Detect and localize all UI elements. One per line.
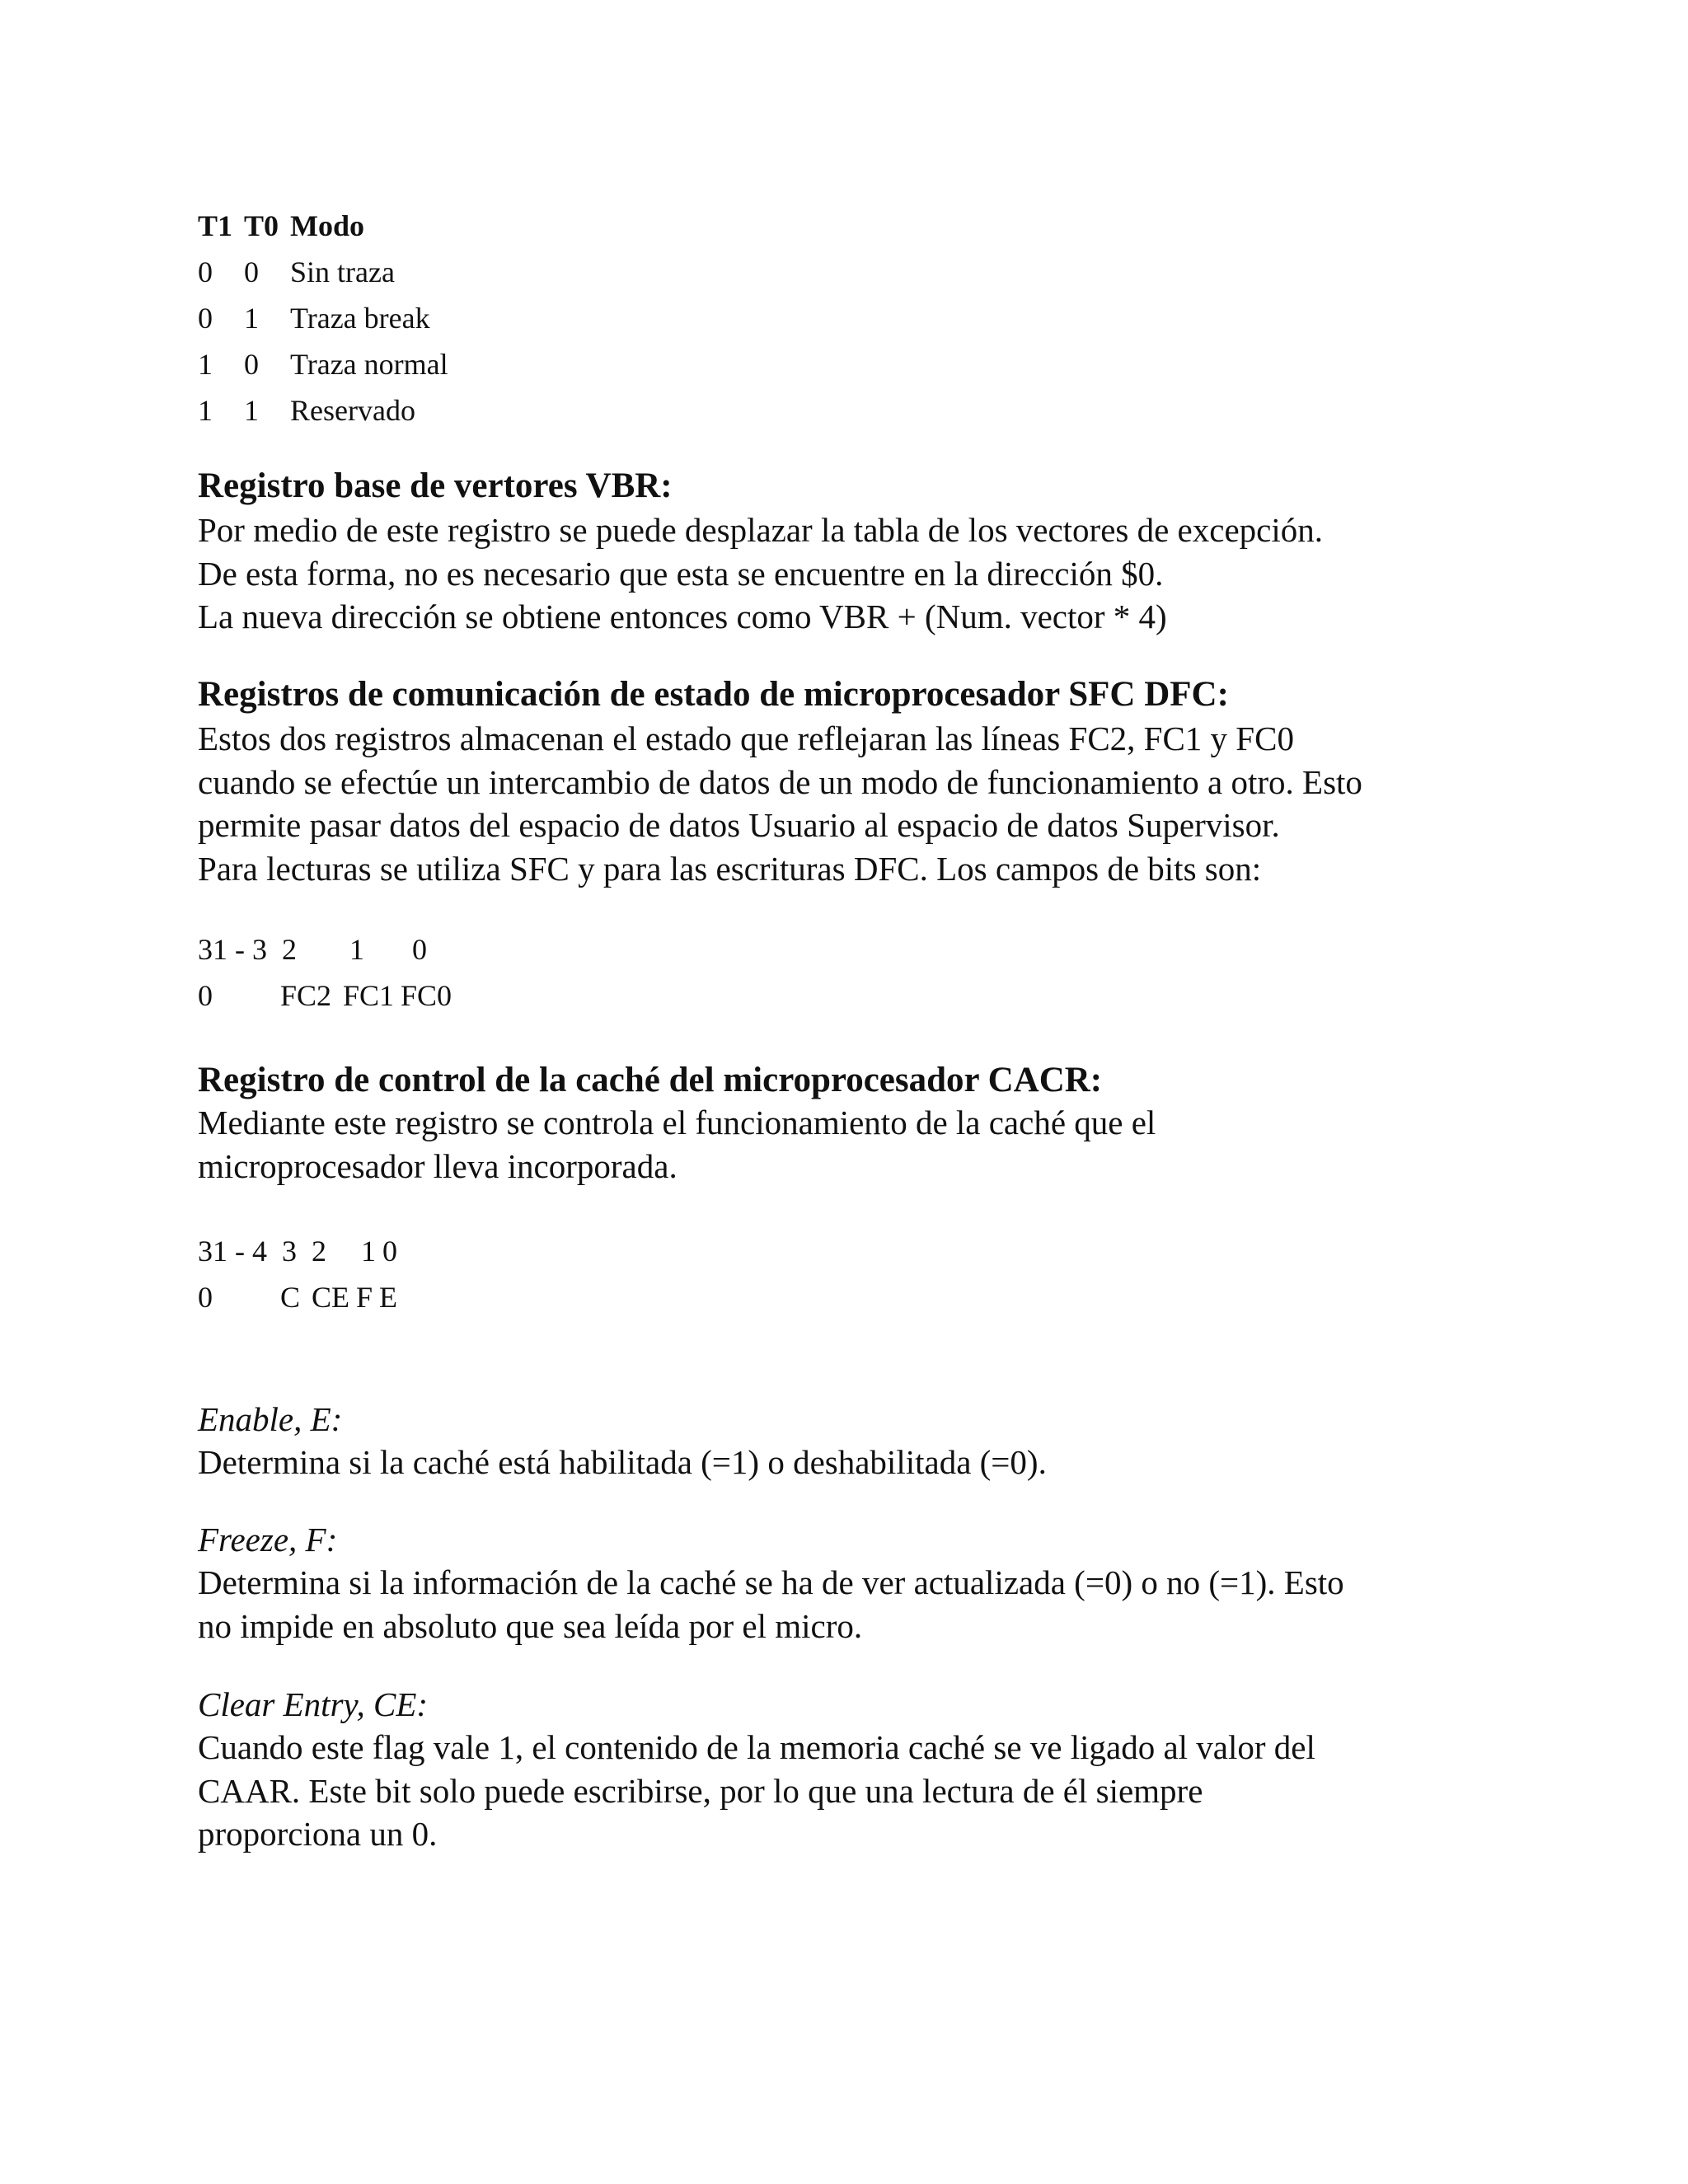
paragraph-line: Para lecturas se utiliza SFC y para las escrituras DFC. Los campos de bits son: bbox=[198, 849, 1262, 888]
bit-value: 0 bbox=[198, 1281, 213, 1314]
bit-label: 2 bbox=[312, 1235, 326, 1268]
header-t0: T0 bbox=[244, 209, 279, 242]
clear-entry-title: Clear Entry, CE: bbox=[198, 1685, 429, 1723]
bit-label: 1 bbox=[349, 933, 364, 966]
bit-label: 1 bbox=[361, 1235, 376, 1268]
paragraph-line: La nueva dirección se obtiene entonces como VBR + (Num. vector * 4) bbox=[198, 598, 1167, 635]
cell-t1: 1 bbox=[198, 394, 213, 427]
sfc-dfc-bitfield bbox=[198, 926, 452, 1019]
bitfield-value-row bbox=[198, 972, 452, 1019]
cell-t0: 1 bbox=[244, 302, 259, 335]
bit-value: FC0 bbox=[401, 979, 452, 1012]
cacr-heading: Registro de control de la caché del microprocesador CACR: bbox=[198, 1061, 1103, 1099]
bit-value: F bbox=[356, 1281, 373, 1314]
paragraph-line: De esta forma, no es necesario que esta se encuentre en la dirección $0. bbox=[198, 554, 1164, 593]
paragraph-line: CAAR. Este bit solo puede escribirse, por lo que una lectura de él siempre bbox=[198, 1771, 1203, 1810]
table-row bbox=[198, 249, 448, 295]
trace-mode-table bbox=[198, 203, 448, 434]
bit-value: 0 bbox=[198, 979, 213, 1012]
paragraph-line: Cuando este flag vale 1, el contenido de la memoria caché se ve ligado al valor del bbox=[198, 1728, 1315, 1766]
bit-label: 0 bbox=[382, 1235, 397, 1268]
cell-t0: 0 bbox=[244, 348, 259, 381]
bit-value: FC2 bbox=[280, 979, 332, 1012]
bit-value: E bbox=[379, 1281, 397, 1314]
table-row bbox=[198, 387, 448, 434]
cell-t1: 0 bbox=[198, 302, 213, 335]
trace-table-header bbox=[198, 203, 448, 249]
bitfield-value-row bbox=[198, 1274, 397, 1320]
paragraph-line: Mediante este registro se controla el funcionamiento de la caché que el bbox=[198, 1104, 1156, 1141]
cell-t1: 0 bbox=[198, 255, 213, 288]
bit-value: CE bbox=[312, 1281, 350, 1314]
paragraph-line: Determina si la caché está habilitada (=1) o deshabilitada (=0). bbox=[198, 1443, 1047, 1481]
cell-mode: Traza normal bbox=[290, 348, 448, 381]
paragraph-line: permite pasar datos del espacio de datos Usuario al espacio de datos Supervisor. bbox=[198, 806, 1280, 844]
table-row bbox=[198, 341, 448, 387]
paragraph-line: Determina si la información de la caché se ha de ver actualizada (=0) o no (=1). Esto bbox=[198, 1563, 1344, 1601]
cell-t1: 1 bbox=[198, 348, 213, 381]
paragraph-line: cuando se efectúe un intercambio de datos de un modo de funcionamiento a otro. Esto bbox=[198, 762, 1362, 801]
bit-label: 0 bbox=[412, 933, 427, 966]
bitfield-header-row bbox=[198, 1228, 397, 1274]
cell-mode: Reservado bbox=[290, 394, 415, 427]
sfc-dfc-heading: Registros de comunicación de estado de microprocesador SFC DFC: bbox=[198, 675, 1229, 714]
header-t1: T1 bbox=[198, 209, 233, 242]
cell-mode: Sin traza bbox=[290, 255, 395, 288]
vbr-heading: Registro base de vertores VBR: bbox=[198, 466, 673, 505]
cell-mode: Traza break bbox=[290, 302, 430, 335]
bitfield-header-row bbox=[198, 926, 452, 972]
cell-t0: 0 bbox=[244, 255, 259, 288]
freeze-paragraph bbox=[198, 1561, 1344, 1647]
enable-title: Enable, E: bbox=[198, 1400, 343, 1438]
header-mode: Modo bbox=[290, 209, 364, 242]
table-row bbox=[198, 295, 448, 341]
bit-label: 2 bbox=[282, 933, 297, 966]
clear-entry-paragraph bbox=[198, 1726, 1315, 1856]
freeze-title: Freeze, F: bbox=[198, 1521, 338, 1558]
cacr-paragraph bbox=[198, 1101, 1156, 1188]
paragraph-line: Estos dos registros almacenan el estado que reflejaran las líneas FC2, FC1 y FC0 bbox=[198, 719, 1294, 757]
cacr-bitfield bbox=[198, 1228, 397, 1320]
bit-label: 31 - 4 bbox=[198, 1235, 267, 1268]
paragraph-line: Por medio de este registro se puede desplazar la tabla de los vectores de excepción. bbox=[198, 511, 1323, 549]
sfc-dfc-paragraph bbox=[198, 717, 1362, 890]
cell-t0: 1 bbox=[244, 394, 259, 427]
paragraph-line: no impide en absoluto que sea leída por el micro. bbox=[198, 1606, 863, 1645]
bit-label: 3 bbox=[282, 1235, 297, 1268]
paragraph-line: microprocesador lleva incorporada. bbox=[198, 1146, 678, 1185]
vbr-paragraph bbox=[198, 509, 1323, 639]
bit-value: FC1 bbox=[343, 979, 395, 1012]
bit-label: 31 - 3 bbox=[198, 933, 267, 966]
enable-paragraph bbox=[198, 1441, 1047, 1484]
bit-value: C bbox=[280, 1281, 301, 1314]
paragraph-line: proporciona un 0. bbox=[198, 1815, 438, 1853]
